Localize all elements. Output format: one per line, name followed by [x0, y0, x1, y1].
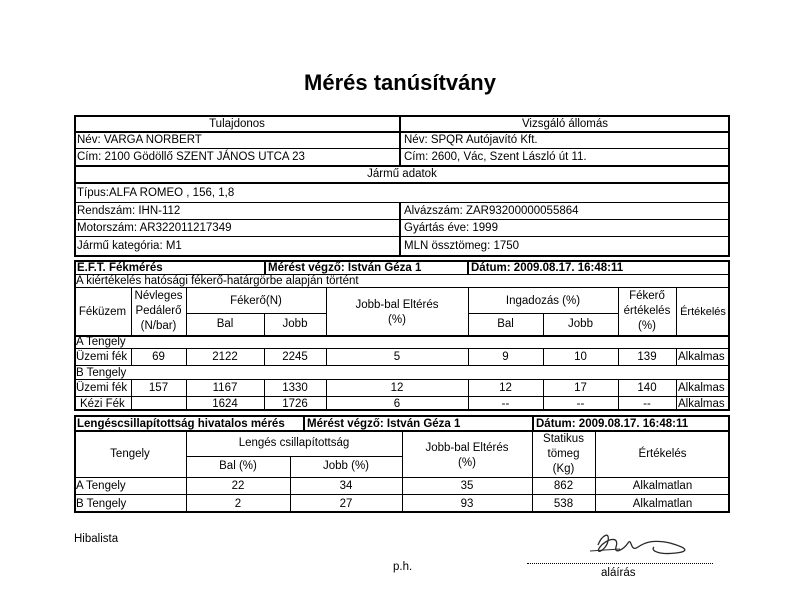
table-row-mode: Üzemi fék	[76, 351, 128, 363]
table-row-diff: 93	[460, 498, 474, 510]
table-row-left: 1167	[212, 382, 238, 394]
table-row-result: Alkalmatlan	[632, 480, 693, 492]
axle-a-label: A Tengely	[76, 336, 126, 348]
error-list-label: Hibalista	[74, 533, 119, 545]
vehicle-category: Jármű kategória: M1	[77, 240, 182, 252]
col-ovality-left: Bal	[497, 318, 514, 330]
page-title: Mérés tanúsítvány	[304, 70, 496, 95]
axle-b-label: B Tengely	[76, 367, 127, 379]
table-row-oright: 10	[574, 351, 587, 363]
brake-section-title: E.F.T. Fékmérés	[77, 262, 163, 274]
shock-col-right: Jobb (%)	[322, 460, 370, 472]
table-row-axle: A Tengely	[76, 480, 126, 492]
table-row-diff: 12	[390, 382, 404, 394]
col-force-header: Fékerő(N)	[230, 295, 282, 307]
shock-date: Dátum: 2009.08.17. 16:48:11	[536, 418, 689, 430]
table-row-mode: Kézi Fék	[80, 398, 125, 410]
vehicle-plate: Rendszám: IHN-112	[77, 205, 181, 217]
brake-date: Dátum: 2009.08.17. 16:48:11	[471, 262, 624, 274]
vehicle-engine: Motorszám: AR322011217349	[77, 222, 232, 234]
brake-note: A kiértékelés hatósági fékerő-határgörbe alapján történt	[76, 275, 359, 287]
table-row-left: 2	[234, 498, 242, 510]
owner-address: Cím: 2100 Gödöllő SZENT JÁNOS UTCA 23	[77, 151, 305, 163]
table-row-eval: 139	[637, 351, 657, 363]
owner-name: Név: VARGA NORBERT	[77, 134, 202, 146]
table-row-left: 1624	[212, 398, 238, 410]
signature-icon	[580, 525, 700, 563]
table-row-right: 1330	[282, 382, 308, 394]
table-row-result: Alkalmas	[678, 351, 725, 363]
col-ovality-right: Jobb	[568, 318, 593, 330]
shock-col-mass-1: Statikus	[543, 433, 584, 445]
table-row-eval: --	[643, 398, 651, 410]
table-row-right: 1726	[282, 398, 308, 410]
vehicle-chassis: Alvázszám: ZAR93200000055864	[404, 205, 579, 217]
shock-section-title: Lengéscsillapítottság hivatalos mérés	[77, 418, 285, 430]
owner-header: Tulajdonos	[209, 118, 265, 130]
table-row-mass: 862	[553, 480, 574, 492]
table-row-eval: 140	[637, 382, 657, 394]
vehicle-type: Típus:ALFA ROMEO , 156, 1,8	[77, 187, 235, 199]
table-row-pedal: 157	[148, 382, 169, 394]
table-row-axle: B Tengely	[76, 498, 127, 510]
table-row-oleft: 12	[499, 382, 512, 394]
table-row-mode: Üzemi fék	[76, 382, 128, 394]
col-eval-header-1: Fékerő	[629, 290, 665, 302]
table-row-right: 27	[339, 498, 353, 510]
station-address: Cím: 2600, Vác, Szent László út 11.	[404, 151, 587, 163]
vehicle-year: Gyártás éve: 1999	[404, 222, 498, 234]
table-row-oleft: --	[501, 398, 510, 410]
shock-col-damping: Lengés csillapítottság	[238, 437, 350, 449]
col-diff-header-1: Jobb-bal Eltérés	[355, 299, 439, 311]
table-row-oright: 17	[574, 382, 587, 394]
station-name: Név: SPQR Autójavító Kft.	[404, 134, 538, 146]
col-pedal-header-3: (N/bar)	[140, 320, 177, 332]
table-row-oright: --	[576, 398, 585, 410]
signature-label: aláírás	[601, 567, 636, 579]
shock-col-result: Értékelés	[638, 448, 687, 460]
table-row-diff: 6	[393, 398, 401, 410]
table-row-left: 22	[231, 480, 245, 492]
table-row-result: Alkalmas	[678, 398, 725, 410]
table-row-result: Alkalmatlan	[632, 498, 693, 510]
table-row-diff: 5	[393, 351, 401, 363]
col-pedal-header-2: Pedálerő	[135, 305, 182, 317]
table-row-left: 2122	[212, 351, 238, 363]
col-force-left: Bal	[216, 318, 234, 330]
shock-col-mass-2: tömeg	[547, 448, 580, 460]
vehicle-mass: MLN össztömeg: 1750	[404, 240, 520, 252]
brake-performer: Mérést végző: István Géza 1	[268, 262, 422, 274]
shock-col-left: Bal (%)	[219, 460, 257, 472]
table-row-mass: 538	[553, 498, 574, 510]
col-result-header: Értékelés	[680, 306, 726, 318]
table-row-right: 2245	[282, 351, 308, 363]
shock-col-mass-3: (Kg)	[552, 463, 575, 475]
table-row-right: 34	[339, 480, 353, 492]
table-row-oleft: 9	[502, 351, 509, 363]
shock-col-axle: Tengely	[110, 448, 150, 460]
col-eval-header-2: értékelés	[623, 305, 671, 317]
table-row-result: Alkalmas	[678, 382, 725, 394]
col-eval-header-3: (%)	[638, 320, 656, 332]
shock-col-diff-2: (%)	[458, 457, 476, 469]
shock-col-diff-1: Jobb-bal Eltérés	[425, 442, 509, 454]
vehicle-header: Jármű adatok	[367, 168, 437, 180]
table-row-diff: 35	[460, 480, 474, 492]
col-mode-header: Féküzem	[78, 306, 127, 318]
signature-line	[527, 563, 713, 564]
table-row-pedal: 69	[152, 351, 165, 363]
col-ovality-header: Ingadozás (%)	[505, 295, 581, 307]
station-header: Vizsgáló állomás	[521, 118, 609, 130]
col-force-right: Jobb	[282, 318, 308, 330]
shock-performer: Mérést végző: István Géza 1	[307, 418, 461, 430]
stamp-label: p.h.	[393, 561, 413, 573]
col-diff-header-2: (%)	[388, 314, 406, 326]
col-pedal-header-1: Névleges	[134, 290, 183, 302]
